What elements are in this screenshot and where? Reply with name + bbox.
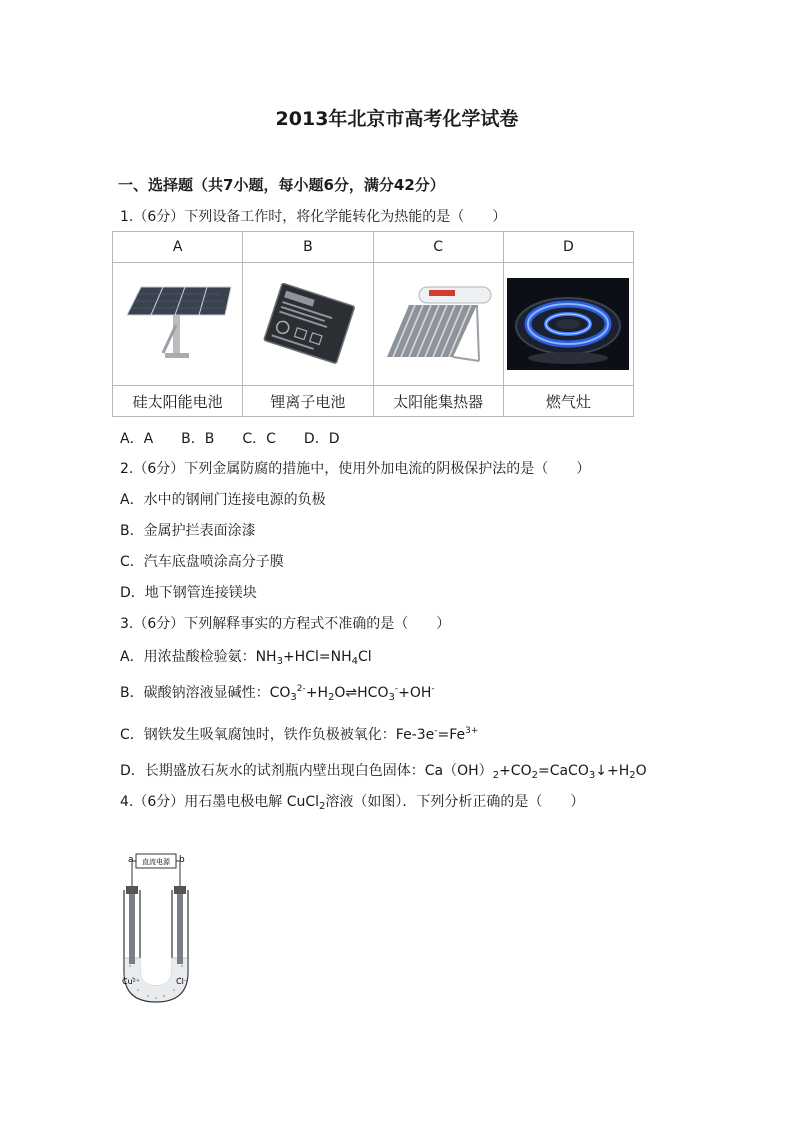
question-3-option-b bbox=[120, 682, 435, 703]
lithium-battery-image bbox=[243, 263, 373, 386]
question-4-stem: 4.（6分）用石墨电极电解 CuCl$_2$溶液（如图）．下列分析正确的是（ ） bbox=[120, 794, 585, 812]
question-1-options: A．A B．B C．C D．D bbox=[120, 431, 340, 447]
table-label-d: 燃气灶 bbox=[503, 386, 633, 417]
table-label-c: 太阳能集热器 bbox=[373, 386, 503, 417]
question-3-option-d bbox=[120, 760, 647, 781]
equation-d: $Ca(OH)_2+CO_2=CaCO_3↓+H_2O$ bbox=[424, 763, 647, 781]
option-a-text: A．用浓盐酸检验氨： bbox=[120, 649, 256, 665]
question-4-stem-pre: 4.（6分）用石墨电极电解 CuCl bbox=[120, 794, 320, 810]
equation-b: $CO_3^{2-}+H_2O\rightleftharpoons HCO_3^-+OH^-$ bbox=[269, 684, 435, 703]
terminal-b-label: b bbox=[179, 855, 185, 865]
section-heading: 一、选择题（共7小题，每小题6分，满分42分） bbox=[118, 176, 445, 194]
table-header-d: D bbox=[503, 232, 633, 263]
table-header-a: A bbox=[113, 232, 243, 263]
power-supply-label: 直流电源 bbox=[142, 858, 170, 866]
table-label-a: 硅太阳能电池 bbox=[113, 386, 243, 417]
question-2-option-d: D．地下钢管连接镁块 bbox=[120, 585, 257, 601]
right-ion-label: Cl⁻ bbox=[176, 977, 189, 986]
question-1-stem: 1.（6分）下列设备工作时，将化学能转化为热能的是（ ） bbox=[120, 209, 507, 225]
equation-c: $Fe-3e^-=Fe^{3+}$ bbox=[395, 726, 479, 743]
option-d-text: D．长期盛放石灰水的试剂瓶内壁出现白色固体： bbox=[120, 763, 425, 779]
gas-stove-image bbox=[503, 263, 633, 386]
table-label-b: 锂离子电池 bbox=[243, 386, 373, 417]
equation-a: $NH_3+HCl=NH_4Cl$ bbox=[255, 649, 372, 667]
terminal-a-label: a bbox=[128, 855, 134, 865]
question-2-option-a: A．水中的钢闸门连接电源的负极 bbox=[120, 492, 326, 508]
left-ion-label: Cu²⁺ bbox=[122, 977, 141, 986]
solar-water-heater-image bbox=[373, 263, 503, 386]
table-header-b: B bbox=[243, 232, 373, 263]
solar-panel-image bbox=[113, 263, 243, 386]
question-2-option-b: B．金属护拦表面涂漆 bbox=[120, 523, 256, 539]
question-3-option-a bbox=[120, 646, 372, 667]
question-3-stem: 3.（6分）下列解释事实的方程式不准确的是（ ） bbox=[120, 616, 451, 632]
question-2-option-c: C．汽车底盘喷涂高分子膜 bbox=[120, 554, 284, 570]
option-c-text: C．钢铁发生吸氧腐蚀时，铁作负极被氧化： bbox=[120, 727, 396, 743]
electrolysis-u-tube-figure bbox=[118, 850, 198, 1010]
option-b-text: B．碳酸钠溶液显碱性： bbox=[120, 685, 270, 701]
question-2-stem: 2.（6分）下列金属防腐的措施中，使用外加电流的阴极保护法的是（ ） bbox=[120, 461, 591, 477]
question-3-option-c bbox=[120, 724, 478, 744]
table-header-c: C bbox=[373, 232, 503, 263]
exam-title: 2013年北京市高考化学试卷 bbox=[275, 108, 519, 130]
question-1-options-table bbox=[112, 231, 634, 417]
question-4-stem-post: 溶液（如图）．下列分析正确的是（ ） bbox=[325, 794, 585, 810]
